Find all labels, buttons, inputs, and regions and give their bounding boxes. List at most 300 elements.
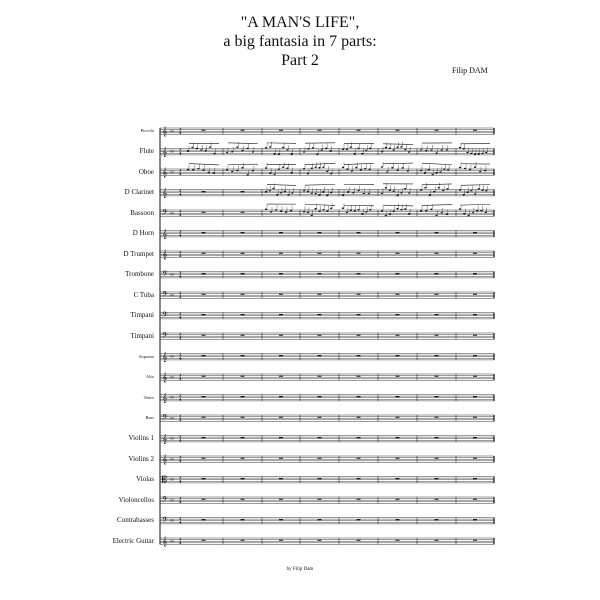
treble-clef-icon: 𝄞 xyxy=(162,455,168,466)
key-signature-sharp-icon: ♯♯ xyxy=(170,169,175,175)
note-head xyxy=(381,192,383,194)
note-beam xyxy=(422,163,452,165)
note-beam xyxy=(344,163,374,164)
note-head xyxy=(330,173,332,175)
whole-rest xyxy=(318,130,322,131)
note-beam xyxy=(228,164,258,165)
note-head xyxy=(481,153,483,155)
note-head xyxy=(236,170,238,172)
note-head xyxy=(404,188,406,190)
key-signature-sharp-icon: ♯♯ xyxy=(170,374,175,380)
note-head xyxy=(352,192,354,194)
note-head xyxy=(435,172,437,174)
note-head xyxy=(470,190,472,192)
note-head xyxy=(430,149,432,151)
note-head xyxy=(396,146,398,148)
note-head xyxy=(347,191,349,193)
note-head xyxy=(226,169,228,171)
whole-rest xyxy=(357,396,361,397)
time-signature-top: 3 xyxy=(179,394,182,399)
time-signature-top: 3 xyxy=(179,435,182,440)
whole-rest xyxy=(435,130,439,131)
note-head xyxy=(368,193,370,195)
note-beam xyxy=(344,205,374,206)
note-head xyxy=(438,187,440,189)
note-head xyxy=(385,187,387,189)
note-head xyxy=(446,214,448,216)
whole-rest xyxy=(435,519,439,520)
whole-rest xyxy=(279,294,283,295)
note-head xyxy=(425,150,427,152)
whole-rest xyxy=(357,437,361,438)
whole-rest xyxy=(279,540,283,541)
note-head xyxy=(241,150,243,152)
note-head xyxy=(213,153,215,155)
staff-label: Violins 1 xyxy=(128,434,154,443)
note-head xyxy=(400,209,402,211)
note-beam xyxy=(422,205,452,206)
whole-rest xyxy=(279,417,283,418)
note-head xyxy=(474,193,476,195)
key-signature-sharp-icon: ♯♯ xyxy=(170,354,175,360)
note-head xyxy=(420,210,422,212)
key-signature-sharp-icon: ♯♯ xyxy=(170,210,175,216)
time-signature-top: 3 xyxy=(179,373,182,378)
note-head xyxy=(446,188,448,190)
note-head xyxy=(231,151,233,153)
note-head xyxy=(213,172,215,174)
note-head xyxy=(459,167,461,169)
whole-rest xyxy=(396,335,400,336)
note-head xyxy=(369,148,371,150)
time-signature-bottom: 4 xyxy=(179,541,182,546)
time-signature-bottom: 4 xyxy=(179,274,182,279)
whole-rest xyxy=(357,519,361,520)
whole-rest xyxy=(202,273,206,274)
time-signature-bottom: 4 xyxy=(179,418,182,423)
note-head xyxy=(354,153,356,155)
note-head xyxy=(282,166,284,168)
note-head xyxy=(265,191,267,193)
note-head xyxy=(236,146,238,148)
note-head xyxy=(303,168,305,170)
whole-rest xyxy=(357,478,361,479)
whole-rest xyxy=(241,437,245,438)
title-line-1: "A MAN'S LIFE", xyxy=(240,14,360,31)
whole-rest xyxy=(202,417,206,418)
whole-rest xyxy=(396,130,400,131)
treble-clef-icon: 𝄞 xyxy=(162,434,168,445)
note-head xyxy=(312,147,314,149)
whole-rest xyxy=(202,540,206,541)
note-head xyxy=(360,169,362,171)
whole-rest xyxy=(357,458,361,459)
whole-rest xyxy=(318,458,322,459)
whole-rest xyxy=(202,478,206,479)
time-signature-bottom: 4 xyxy=(179,356,182,361)
note-head xyxy=(361,153,363,155)
whole-rest xyxy=(279,499,283,500)
key-signature-sharp-icon: ♯♯ xyxy=(170,477,175,483)
whole-rest xyxy=(279,376,283,377)
staff-label: Violoncellos xyxy=(118,495,154,504)
whole-rest xyxy=(357,314,361,315)
note-head xyxy=(357,148,359,150)
note-head xyxy=(321,149,323,151)
whole-rest xyxy=(279,314,283,315)
note-head xyxy=(311,192,313,194)
note-head xyxy=(326,210,328,212)
note-head xyxy=(420,170,422,172)
whole-rest xyxy=(202,519,206,520)
staff-label: Alto xyxy=(145,374,154,380)
note-head xyxy=(303,151,305,153)
note-head xyxy=(386,171,388,173)
staff-label: Violins 2 xyxy=(128,454,154,463)
note-head xyxy=(342,149,344,151)
note-head xyxy=(463,148,465,150)
whole-rest xyxy=(396,499,400,500)
note-head xyxy=(446,149,448,151)
note-head xyxy=(369,209,371,211)
time-signature-top: 3 xyxy=(179,189,182,194)
staff-label: D Horn xyxy=(132,229,154,238)
treble-clef-icon: 𝄞 xyxy=(162,537,168,548)
title-line-3: Part 2 xyxy=(281,52,319,69)
key-signature-sharp-icon: ♯♯ xyxy=(170,128,175,134)
note-head xyxy=(315,193,317,195)
bass-clef-icon: 𝄢 xyxy=(162,332,168,343)
whole-rest xyxy=(279,335,283,336)
note-head xyxy=(476,210,478,212)
note-head xyxy=(269,190,271,192)
whole-rest xyxy=(241,232,245,233)
note-head xyxy=(467,215,469,217)
treble-clef-icon: 𝄞 xyxy=(162,393,168,404)
note-head xyxy=(285,211,287,213)
whole-rest xyxy=(318,294,322,295)
whole-rest xyxy=(435,273,439,274)
note-head xyxy=(286,167,288,169)
time-signature-top: 3 xyxy=(179,312,182,317)
note-head xyxy=(464,168,466,170)
whole-rest xyxy=(241,417,245,418)
note-head xyxy=(463,213,465,215)
note-head xyxy=(396,195,398,197)
note-head xyxy=(247,174,249,176)
time-signature-bottom: 4 xyxy=(179,233,182,238)
whole-rest xyxy=(241,335,245,336)
note-head xyxy=(208,172,210,174)
note-head xyxy=(466,152,468,154)
note-head xyxy=(365,211,367,213)
time-signature-bottom: 4 xyxy=(179,459,182,464)
whole-rest xyxy=(318,437,322,438)
time-signature-bottom: 4 xyxy=(179,172,182,177)
staff-label: C Tuba xyxy=(133,290,154,299)
note-head xyxy=(231,171,233,173)
whole-rest xyxy=(202,335,206,336)
note-head xyxy=(265,147,267,149)
whole-rest xyxy=(318,417,322,418)
note-head xyxy=(346,211,348,213)
key-signature-sharp-icon: ♯♯ xyxy=(170,456,175,462)
whole-rest xyxy=(396,396,400,397)
staff-label: Electric Guitar xyxy=(112,536,154,545)
note-head xyxy=(286,149,288,151)
note-head xyxy=(329,150,331,152)
whole-rest xyxy=(241,273,245,274)
time-signature-bottom: 4 xyxy=(179,131,182,136)
note-head xyxy=(396,208,398,210)
whole-rest xyxy=(396,273,400,274)
time-signature-bottom: 4 xyxy=(179,315,182,320)
whole-rest xyxy=(435,396,439,397)
note-head xyxy=(291,172,293,174)
whole-rest xyxy=(396,253,400,254)
whole-rest xyxy=(435,437,439,438)
note-beam xyxy=(189,164,219,165)
note-head xyxy=(441,149,443,151)
whole-rest xyxy=(241,458,245,459)
note-head xyxy=(381,166,383,168)
staff-label: Bass xyxy=(145,415,154,421)
note-beam xyxy=(383,144,413,145)
bass-clef-icon: 𝄢 xyxy=(162,496,168,507)
note-head xyxy=(466,191,468,193)
whole-rest xyxy=(357,499,361,500)
key-signature-sharp-icon: ♯♯ xyxy=(170,415,175,421)
note-head xyxy=(315,166,317,168)
note-head xyxy=(441,212,443,214)
whole-rest xyxy=(435,335,439,336)
whole-rest xyxy=(241,396,245,397)
time-signature-bottom: 4 xyxy=(179,520,182,525)
time-signature-bottom: 4 xyxy=(179,377,182,382)
note-beam xyxy=(305,204,335,205)
note-head xyxy=(322,191,324,193)
note-head xyxy=(241,167,243,169)
time-signature-bottom: 4 xyxy=(179,192,182,197)
whole-rest xyxy=(279,232,283,233)
note-head xyxy=(485,190,487,192)
time-signature-bottom: 4 xyxy=(179,295,182,300)
note-head xyxy=(316,154,318,156)
whole-rest xyxy=(241,191,245,192)
time-signature-top: 3 xyxy=(179,230,182,235)
note-head xyxy=(311,214,313,216)
staff-label: Oboe xyxy=(138,167,154,176)
time-signature-top: 3 xyxy=(179,209,182,214)
note-head xyxy=(408,151,410,153)
note-head xyxy=(284,191,286,193)
whole-rest xyxy=(318,335,322,336)
note-head xyxy=(350,146,352,148)
whole-rest xyxy=(279,519,283,520)
whole-rest xyxy=(357,540,361,541)
time-signature-top: 3 xyxy=(179,476,182,481)
staff-label: Flute xyxy=(139,147,154,156)
note-head xyxy=(303,190,305,192)
staff-label: Soprano xyxy=(139,353,154,359)
staff-label: Violas xyxy=(136,475,154,484)
bass-clef-icon: 𝄢 xyxy=(162,291,168,302)
note-head xyxy=(342,194,344,196)
whole-rest xyxy=(435,417,439,418)
note-head xyxy=(400,146,402,148)
note-head xyxy=(478,153,480,155)
note-head xyxy=(439,171,441,173)
note-head xyxy=(385,215,387,217)
note-head xyxy=(209,146,211,148)
whole-rest xyxy=(473,273,477,274)
whole-rest xyxy=(435,499,439,500)
treble-clef-icon: 𝄞 xyxy=(162,373,168,384)
whole-rest xyxy=(473,396,477,397)
whole-rest xyxy=(396,458,400,459)
note-head xyxy=(420,149,422,151)
note-head xyxy=(226,152,228,154)
staff-label: Tenor xyxy=(143,394,154,400)
note-head xyxy=(252,151,254,153)
note-head xyxy=(485,212,487,214)
whole-rest xyxy=(357,294,361,295)
note-head xyxy=(478,188,480,190)
whole-rest xyxy=(318,314,322,315)
key-signature-sharp-icon: ♯♯ xyxy=(170,518,175,524)
note-head xyxy=(278,153,280,155)
staff-label: D Trumpet xyxy=(123,249,154,258)
note-beam xyxy=(383,205,413,206)
note-head xyxy=(381,210,383,212)
note-head xyxy=(252,170,254,172)
whole-rest xyxy=(396,540,400,541)
note-head xyxy=(265,167,267,169)
staff-label: Contrabasses xyxy=(117,516,154,525)
footer-credit: by Filip Dam xyxy=(286,567,314,572)
whole-rest xyxy=(435,458,439,459)
whole-rest xyxy=(241,478,245,479)
time-signature-top: 3 xyxy=(179,148,182,153)
whole-rest xyxy=(396,376,400,377)
note-head xyxy=(272,188,274,190)
whole-rest xyxy=(473,376,477,377)
whole-rest xyxy=(357,130,361,131)
bass-clef-icon: 𝄢 xyxy=(162,311,168,322)
key-signature-sharp-icon: ♯♯ xyxy=(170,292,175,298)
whole-rest xyxy=(202,314,206,315)
note-head xyxy=(408,192,410,194)
whole-rest xyxy=(396,294,400,295)
note-head xyxy=(290,210,292,212)
whole-rest xyxy=(396,417,400,418)
time-signature-bottom: 4 xyxy=(179,213,182,218)
time-signature-top: 3 xyxy=(179,496,182,501)
whole-rest xyxy=(318,273,322,274)
whole-rest xyxy=(202,396,206,397)
note-head xyxy=(442,190,444,192)
whole-rest xyxy=(357,376,361,377)
note-head xyxy=(197,168,199,170)
note-head xyxy=(425,210,427,212)
note-head xyxy=(273,153,275,155)
note-head xyxy=(307,173,309,175)
note-head xyxy=(269,146,271,148)
whole-rest xyxy=(473,499,477,500)
note-head xyxy=(280,210,282,212)
note-head xyxy=(402,167,404,169)
time-signature-bottom: 4 xyxy=(179,254,182,259)
treble-clef-icon: 𝄞 xyxy=(162,229,168,240)
note-head xyxy=(202,169,204,171)
key-signature-sharp-icon: ♯♯ xyxy=(170,538,175,544)
note-head xyxy=(389,214,391,216)
note-head xyxy=(474,153,476,155)
whole-rest xyxy=(473,519,477,520)
note-beam xyxy=(461,185,490,186)
whole-rest xyxy=(435,314,439,315)
note-head xyxy=(307,191,309,193)
whole-rest xyxy=(396,519,400,520)
whole-rest xyxy=(241,376,245,377)
whole-rest xyxy=(279,253,283,254)
note-head xyxy=(361,213,363,215)
note-head xyxy=(433,191,435,193)
note-head xyxy=(432,174,434,176)
whole-rest xyxy=(241,294,245,295)
note-head xyxy=(200,149,202,151)
time-signature-top: 3 xyxy=(179,353,182,358)
whole-rest xyxy=(241,212,245,213)
note-head xyxy=(357,209,359,211)
time-signature-top: 3 xyxy=(179,332,182,337)
whole-rest xyxy=(473,458,477,459)
bass-clef-icon: 𝄢 xyxy=(162,414,168,425)
whole-rest xyxy=(396,232,400,233)
staff-label: Trombone xyxy=(125,270,154,279)
note-head xyxy=(407,170,409,172)
note-head xyxy=(192,169,194,171)
whole-rest xyxy=(279,273,283,274)
whole-rest xyxy=(202,253,206,254)
whole-rest xyxy=(318,232,322,233)
note-head xyxy=(326,195,328,197)
note-head xyxy=(430,208,432,210)
whole-rest xyxy=(241,519,245,520)
note-head xyxy=(187,169,189,171)
note-head xyxy=(485,152,487,154)
note-head xyxy=(346,149,348,151)
whole-rest xyxy=(396,478,400,479)
note-head xyxy=(424,172,426,174)
whole-rest xyxy=(473,355,477,356)
note-head xyxy=(459,208,461,210)
whole-rest xyxy=(241,540,245,541)
key-signature-sharp-icon: ♯♯ xyxy=(170,272,175,278)
whole-rest xyxy=(435,294,439,295)
whole-rest xyxy=(202,130,206,131)
treble-clef-icon: 𝄞 xyxy=(162,188,168,199)
whole-rest xyxy=(241,314,245,315)
key-signature-sharp-icon: ♯♯ xyxy=(170,497,175,503)
whole-rest xyxy=(357,335,361,336)
whole-rest xyxy=(202,294,206,295)
note-head xyxy=(196,148,198,150)
whole-rest xyxy=(202,212,206,213)
note-head xyxy=(357,190,359,192)
whole-rest xyxy=(357,273,361,274)
note-head xyxy=(346,168,348,170)
